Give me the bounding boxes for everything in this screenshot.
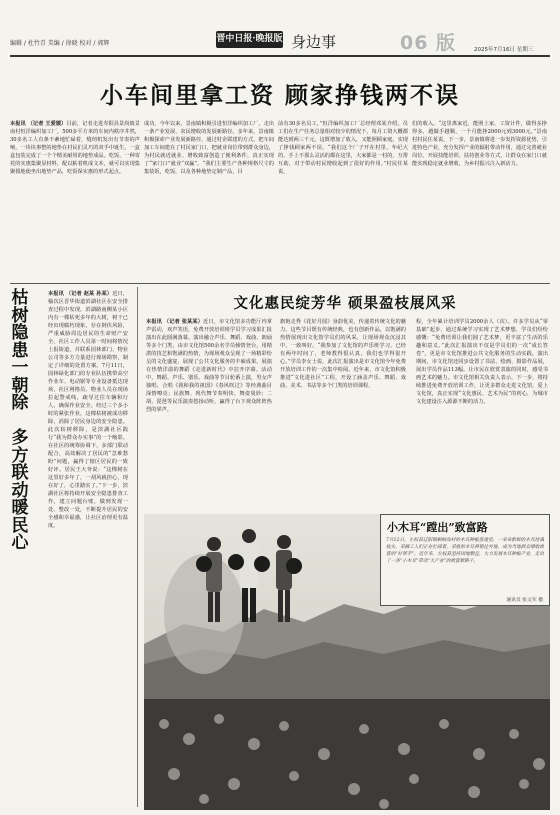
page-number: 06 版	[400, 32, 457, 54]
article-text: 近日，市文化馆多功能厅内掌声雷动，欢声笑语，免费开放培训班学员学习成果汇报演出在此圆满落幕。演出融合声乐、舞蹈、戏曲、朗诵等多个门类，由市文化馆500余名学员倾情登台，用精湛的技艺和饱满的热情，为现场观众呈现了一场精彩纷呈的文化盛宴，展现了公共文化服务的丰硕成果。展演在热情洋溢的舞蹈《走进新时代》中拉开序幕。活动中，舞蹈、声乐、器乐、戏曲等节目轮番上演，男女声独唱、合唱《我和我的祖国》《春风吹过》等经典曲目深情嘹亮；民族舞、现代舞节奏明快、舞姿曼妙；二胡、琵琶等民乐演奏悠扬动听，赢得了台下观众阵阵热烈的掌声。	[146, 319, 272, 413]
article-column	[48, 290, 128, 802]
vertical-headline	[6, 290, 34, 560]
article-column: 成功。今年以来，景南镇积极引进恒洋编织加工厂，走出一条产业发展、农民增收的发展新路径。多年来，景南镇积极探索产业发展新路径，通过村企联建的方式，把车间加工车间建在了村民家门口，把就业岗位带到群众身边，为村民就近就业、增收致富创造了便利条件，真正实现了“家门口”就业“双赢”。“我们主要生产各种规格尺寸的集装饭，吃饭，以及各种地垫定制产品，目	[144, 121, 274, 175]
headline-char: 树	[11, 305, 29, 326]
photo-feature	[144, 514, 550, 810]
article-text: 目前，记者走进寿阳县景尚镇景南村恒洋编织加工厂，500多平方米的车间内秩序井然，30多名工人有条不紊地忙碌着，缝纫机发出有节奏的声响，一块块事整的地垫在村民们灵巧的双手中诞生，一盒盒包装完成了一个个精美耐用的地垫成品。吃饭，一种寄托的实惠集聚显材料，配以粘着机成文本，就可以实现集聚摸地使坐出地垫产品，吃饭保实惠的形式起点。	[10, 121, 140, 175]
headline-char: 患	[11, 340, 29, 361]
article-text: 近日，榆次区晋华街道滨湖社区在安全排查过程中发现，滨湖路南侧某小区内有一棵枯死多年的大树，树干已经出现腐朽现象，存在倒伏风险，严重威胁周边居民的生命财产安全。社区工作人员第一时间将情况上报街道，并联系园林部门、物业公司等多方力量进行现场勘察，制定了详细的处置方案。7月11日，园林绿化部门的专业队伍携带高空作业车、电动锯等专业设备抵达现场，社区网格员、物业人员在现场拉起警戒线，疏导过往车辆和行人，确保作业安全。经过三个多小时的紧张作业，这棵枯树被成功移除，消除了居民身边的安全隐患。此次枯树移除，是滨湖社区践行“我为群众办实事”的一个缩影。在社区的统筹协调下，多部门联动配合，高效解决了居民的“急难愁盼”问题，赢得了辖区居民的一致好评。居民王大爷说：“这棵树在这里好多年了，一刮风就担心，现在好了，心里踏实了。”下一步，滨湖社区将持续开展安全隐患排查工作，建立问题台账，做到发现一处、整改一处，不断提升居民的安全感和幸福感，让社区治理更有温度。	[48, 291, 128, 529]
headline-char: 除	[11, 393, 29, 413]
newspaper-logo: 晋中日报·晚报版	[216, 31, 283, 48]
headline-char: 心	[11, 533, 29, 553]
article-column: 程，全年累计培训学员2000余人（次）。许多学员从“零基础”起步，通过系统学习实现了艺术梦想，学员们纷纷感慨：“免费培训让我们圆了艺术梦，更丰富了生活的乐趣和意义。”此次汇报演出不仅是学员们的一次“成长答卷”，更是市文化馆推进公共文化服务的生动实践。演出期间，市文化馆还同步设置了书法、绘画、摄影作品展，展出学员作品113幅，让市民在欣赏表演的同时，感受书画艺术的魅力。市文化馆相关负责人表示，下一步，将持续推进免费开放培训工作，让更多群众走进文化馆，爱上文化馆，真正实现“文化惠民、艺术为民”的初心，为城市文化建设注入源源不断的活力。	[416, 319, 548, 405]
article-column: 旗袍走秀《花好月圆》身韵优美，传递着传统文化的魅力。这些节目既有传统经典，也有创新作品，以饱满的热情展现出文化馆学员们的风采，让现场观众沉浸其中，一致叫好。“我参加了文化馆的声乐班学习，已经有两年时间了，老师教得很认真，我们也学得很开心。”学员李女士说。此次汇报演出是市文化馆今年免费开放培训工作的一次集中检阅。近年来，市文化馆积极推进“文化进社区”工程，开设了涵盖声乐、舞蹈、戏曲、美术、书法等多个门类的培训课程，	[280, 319, 406, 389]
article-byline: 本报讯 （记者 王爱媛）	[10, 121, 67, 127]
article-headline: 文化惠民绽芳华 硕果盈枝展风采	[233, 295, 457, 312]
headline-char: 一	[11, 358, 29, 378]
page-header	[0, 0, 560, 72]
photo-credit: 通讯员 张文军 摄	[506, 598, 543, 603]
column-divider	[137, 287, 138, 807]
photo-title: 小木耳“蹚出”致富路	[387, 521, 488, 534]
headline-char: 动	[11, 480, 29, 501]
header-rule	[10, 55, 550, 57]
headline-char: 隐	[11, 323, 29, 343]
article-column: 前有30多名员工，”恒洋编织加工厂总经理邓某介绍。员工们在生产任务总量相对较少的情况下，每月工资大概都能达到两三千元，这既增加了收入，又能照顾家庭，实现了挣钱顾家两不误。“我们这个厂子开在村里，年纪大的、手上不那么灵活的都在这里，大家都是一村的，互帮互助，对于带动村民增收起到了很好的作用。”村民任某说。	[278, 121, 408, 175]
headline-char: 方	[11, 445, 29, 466]
headline-char: 联	[11, 463, 29, 483]
section-name: 身边事	[291, 33, 337, 51]
issue-date: 2025年7月16日 星期三	[474, 47, 534, 53]
article-byline: 本报讯 （记者 赵某 孙某）	[48, 291, 113, 297]
workers-figures	[196, 529, 302, 622]
headline-char: 枯	[11, 288, 29, 308]
photo-caption: 7月12日，左权县辽阳镇桐峪沟村的木耳种植基地里，一朵朵新鲜的木耳挂满枝头，采摘工人们正在忙碌着，采收的木耳将销往外地，成为当地群众增收致富的“好帮手”。近年来，左权县坚持因地制宜，大力发展木耳种植产业，走出了一条“小木耳”带动“大产业”的致富新路子。	[386, 538, 544, 564]
editors-line: 编辑 / 杜竹青 美编 / 徐晓 校对 / 郭辉	[10, 40, 110, 47]
headline-char: 多	[11, 428, 29, 448]
section-divider	[10, 283, 550, 284]
headline-char: 暖	[11, 498, 29, 518]
article-column	[146, 318, 272, 513]
headline-char: 民	[11, 515, 29, 536]
article-column: 们的收入。“这里离家近，能照上家，工资计件，做得多挣得多，越做手越顺，一个月能挣2000元到3000元。”景南村村民任某说。下一步，景南镇将进一步发挥资源优势，引进特色产业，充分发挥产业的辐射带动作用，通过完善就业岗位、开展技能培训、扶持创业等方式，让群众在家门口就能实现稳定就业增收，为乡村振兴注入新活力。	[412, 121, 547, 167]
article-column	[10, 120, 140, 280]
headline-char: 朝	[11, 375, 29, 396]
article-headline: 小车间里拿工资 顾家挣钱两不误	[99, 82, 460, 109]
article-byline: 本报讯 （记者 张某某）	[146, 319, 204, 325]
caption-box	[380, 514, 550, 606]
